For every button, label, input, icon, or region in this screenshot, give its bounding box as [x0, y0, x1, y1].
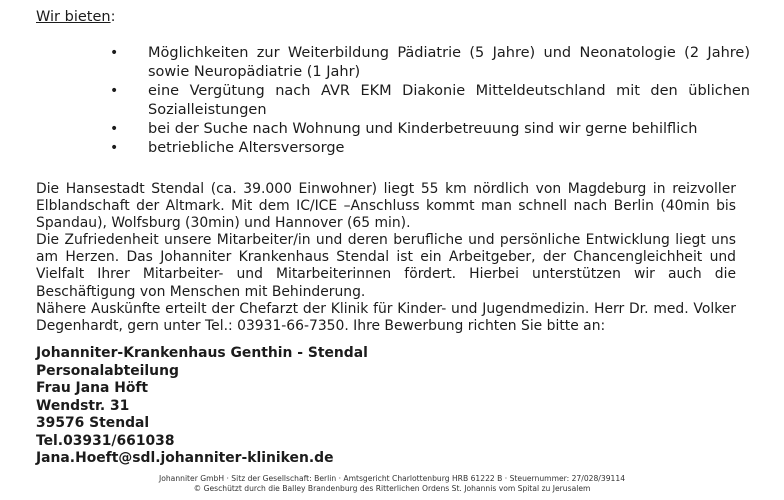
list-item-text: eine Vergütung nach AVR EKM Diakonie Mitteldeutschland mit den üblichen Sozialleistungen [148, 83, 750, 118]
address-email[interactable]: Jana.Hoeft@sdl.johanniter-kliniken.de [36, 450, 334, 466]
body-text [36, 181, 736, 335]
address-city: 39576 Stendal [36, 415, 150, 431]
list-item-text: Möglichkeiten zur Weiterbildung Pädiatrie (5 Jahre) und Neonatologie (2 Jahre) sowie Neuropädiatrie (1 Jahr) [148, 45, 750, 80]
bullet-icon: • [110, 140, 119, 156]
address-department: Personalabteilung [36, 362, 179, 379]
list-item [110, 44, 750, 82]
paragraph-location: Die Hansestadt Stendal (ca. 39.000 Einwohner) liegt 55 km nördlich von Magdeburg in reizvoller Elblandschaft der Altmark. Mit dem IC/ICE –Anschluss kommt man schnell nach Berlin (40min bis Spandau), Wolfsburg (30min) und Hannover (65 min). [36, 181, 736, 232]
bullet-icon: • [110, 83, 119, 99]
address-block [36, 345, 368, 468]
address-phone: Tel.03931/661038 [36, 432, 175, 449]
offer-heading [36, 8, 115, 26]
address-street: Wendstr. 31 [36, 397, 130, 414]
list-item [110, 120, 750, 139]
list-item [110, 82, 750, 120]
paragraph-employer: Die Zufriedenheit unsere Mitarbeiter/in und deren berufliche und persönliche Entwicklung liegt uns am Herzen. Das Johanniter Krankenhaus Stendal ist ein Arbeitgeber, der Chancengleichheit und Vielfalt Ihrer Mitarbeiter- und Mitarbeiterinnen fördert. Hierbei unterstützen wir auch die Beschäftigung von Menschen mit Behinderung. [36, 232, 736, 300]
list-item [110, 139, 750, 158]
address-contact: Frau Jana Höft [36, 380, 149, 396]
offer-heading-colon: : [110, 9, 116, 25]
address-organization: Johanniter-Krankenhaus Genthin - Stendal [36, 345, 368, 361]
footer [0, 474, 784, 494]
list-item-text: bei der Suche nach Wohnung und Kinderbetreuung sind wir gerne behilflich [148, 121, 698, 137]
paragraph-contact: Nähere Auskünfte erteilt der Chefarzt der Klinik für Kinder- und Jugendmedizin. Herr Dr. med. Volker Degenhardt, gern unter Tel.: 03931-66-7350. Ihre Bewerbung richten Sie bitte an: [36, 300, 736, 334]
bullet-icon: • [110, 121, 119, 137]
bullet-icon: • [110, 45, 119, 61]
footer-line-2: © Geschützt durch die Balley Brandenburg des Ritterlichen Ordens St. Johannis vom Spital zu Jerusalem [193, 484, 591, 493]
offer-list [110, 44, 750, 158]
footer-line-1: Johanniter GmbH · Sitz der Gesellschaft: Berlin · Amtsgericht Charlottenburg HRB 61222 B · Steuernummer: 27/028/39114 [158, 474, 626, 483]
list-item-text: betriebliche Altersversorge [148, 140, 345, 156]
offer-heading-text: Wir bieten [36, 9, 111, 25]
